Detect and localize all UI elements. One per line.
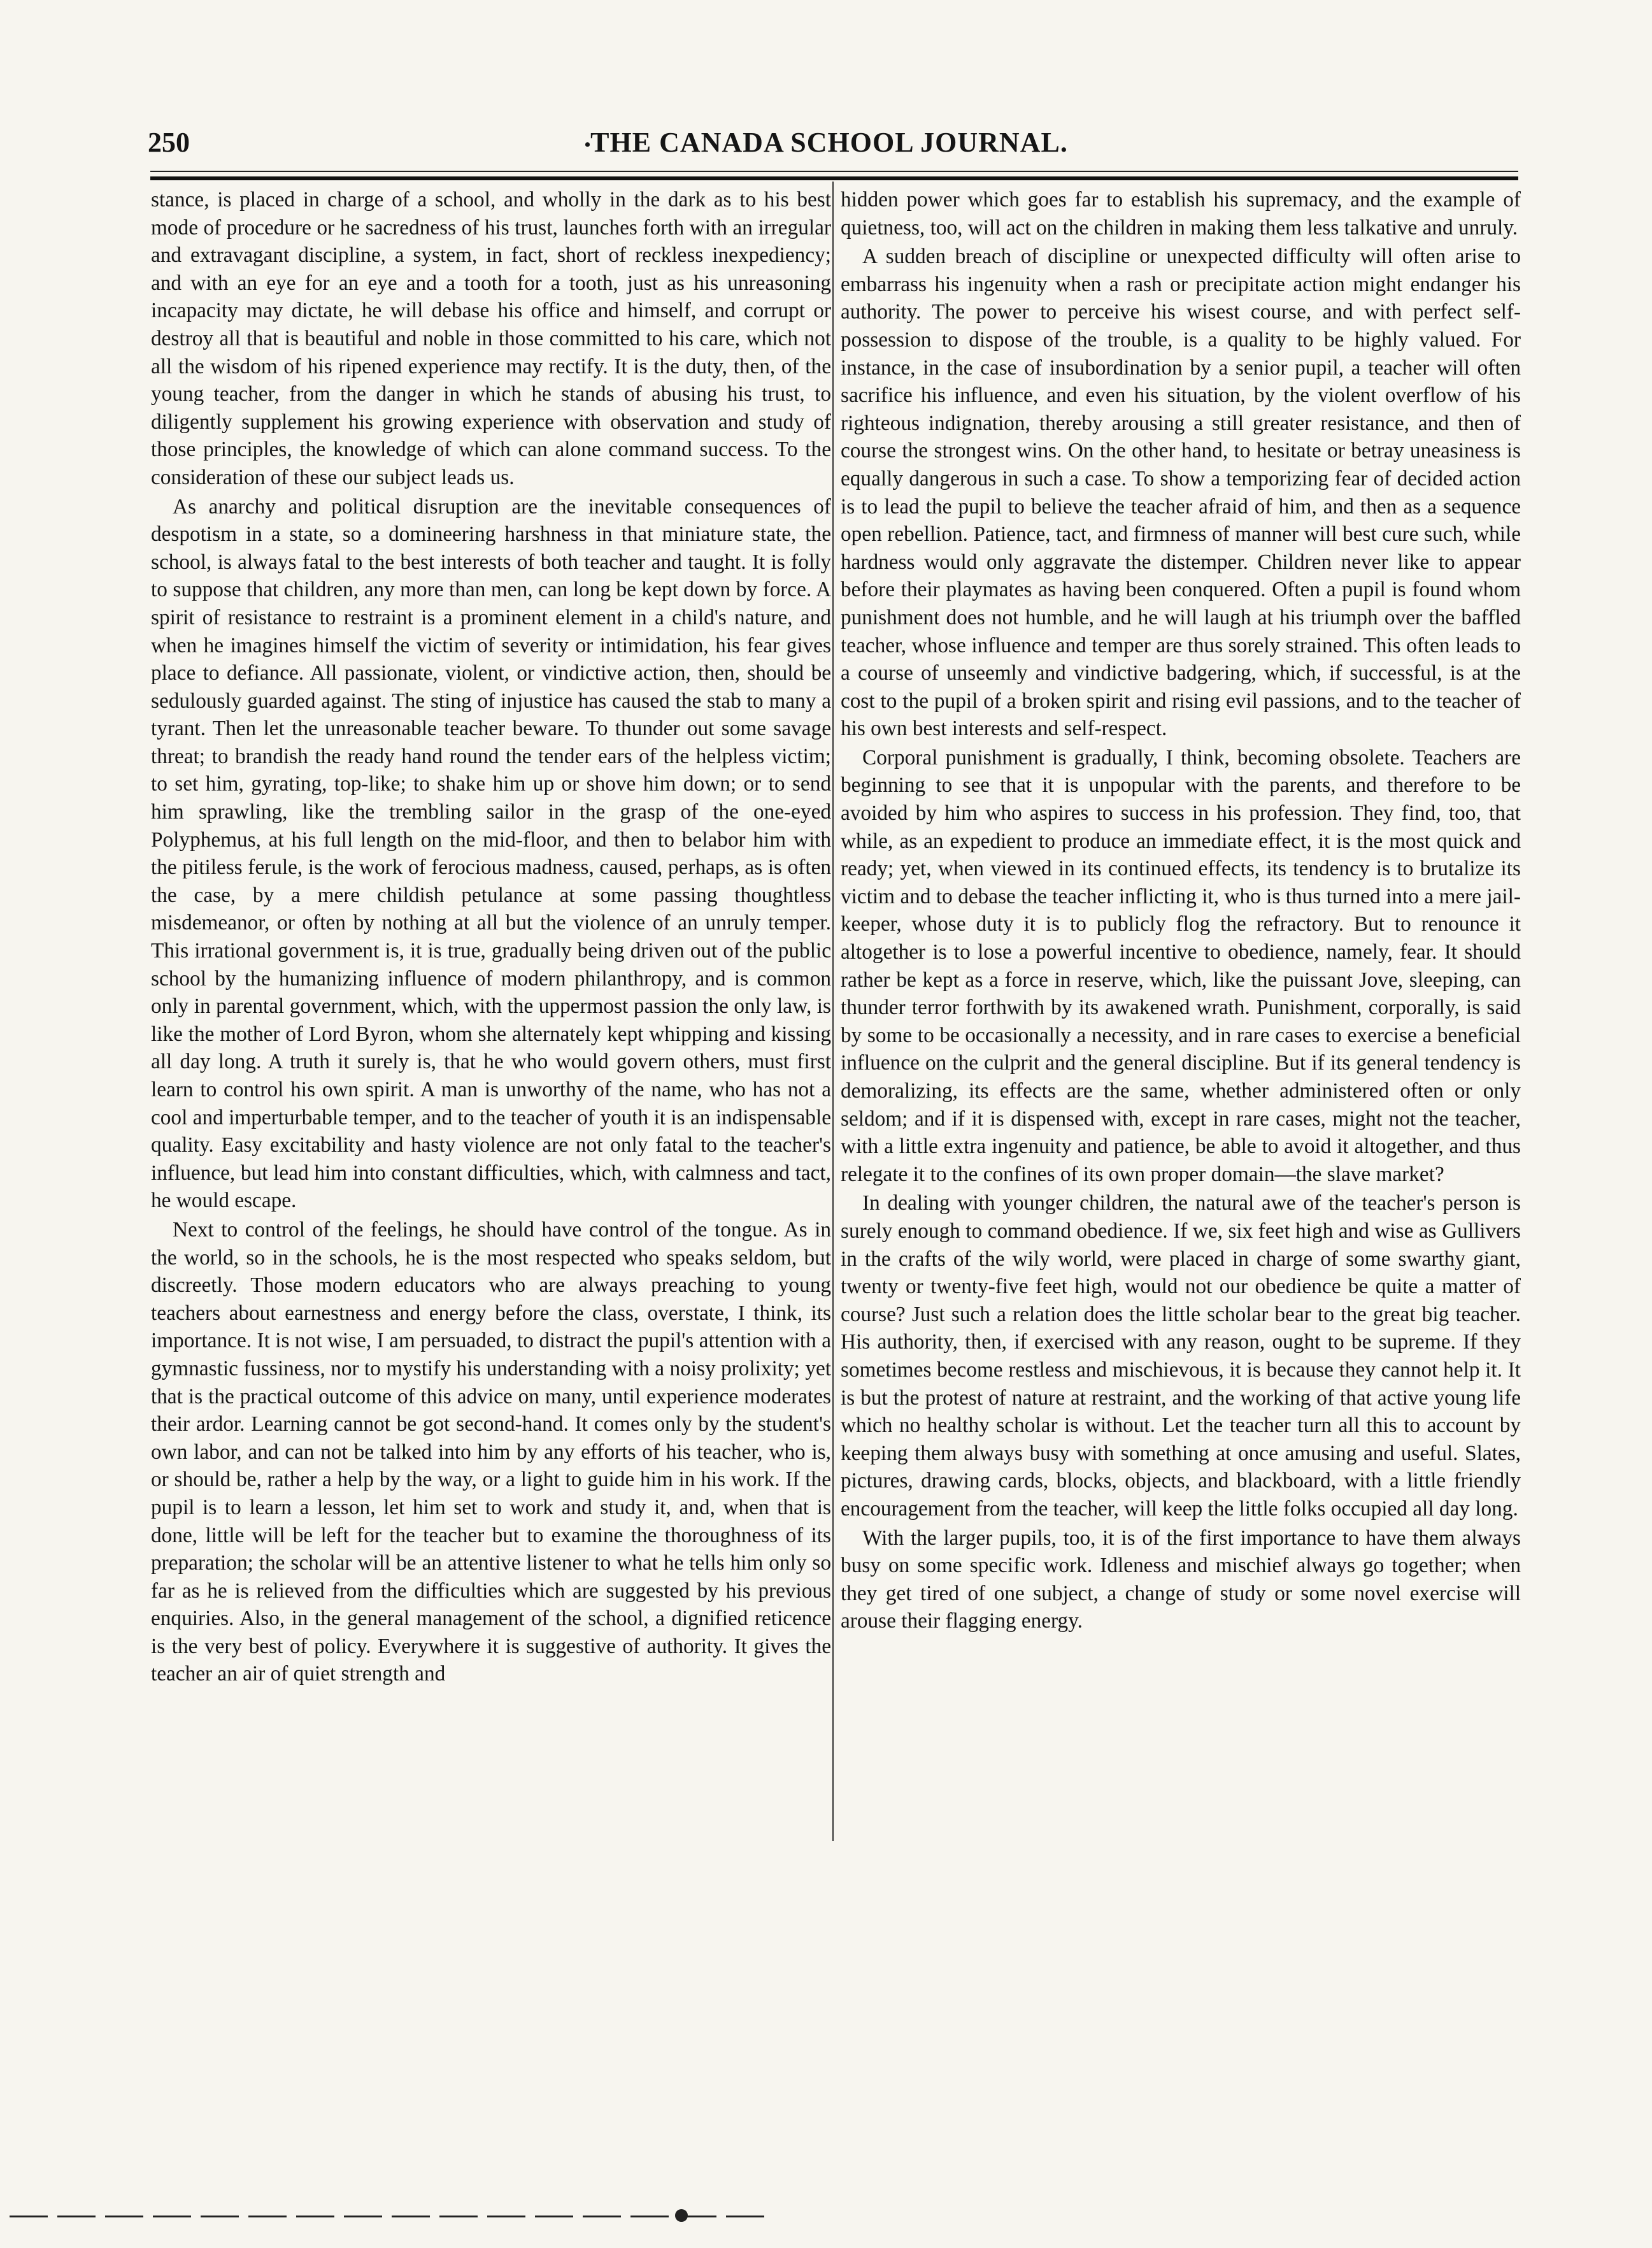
right-column: [841, 186, 1521, 1635]
header-rule-thick: [150, 176, 1518, 180]
page-header: [148, 121, 1511, 166]
header-dot: .: [584, 122, 591, 153]
paragraph: In dealing with younger children, the natural awe of the teacher's person is surely enough to command obedience. If we, six feet high and wise as Gullivers in the crafts of the wily world, were placed in charge of some swarthy giant, twenty or twenty-five feet high, would not our obedience be quite a matter of course? Just such a relation does the little scholar bear to the great big teacher. His authority, then, if exercised with any reason, ought to be supreme. If they sometimes become restless and mischievous, it is because they cannot help it. It is but the protest of nature at restraint, and the working of that active young life which no healthy scholar is without. Let the teacher turn all this to account by keeping them always busy with something at once amusing and useful. Slates, pictures, drawing cards, blocks, objects, and blackboard, with a little friendly encouragement from the teacher, will keep the little folks occupied all day long.: [841, 1191, 1521, 1521]
paragraph: Next to control of the feelings, he should have control of the tongue. As in the world, so in the schools, he is the most respected who speaks seldom, but discreetly. Those modern educators who are always preaching to young teachers about earnestness and energy before the class, overstate, I think, its importance. It is not wise, I am persuaded, to distract the pupil's attention with a gymnastic fussiness, nor to mystify his understanding with a noisy prolixity; yet that is the practical outcome of this advice on many, until experience moderates their ardor. Learning cannot be got second-hand. It comes only by the student's own labor, and can not be talked into him by any efforts of his teacher, who is, or should be, rather a help by the way, or a light to guide him in his work. If the pupil is to learn a lesson, let him set to work and study it, and, when that is done, little will be left for the teacher but to examine the thoroughness of its preparation; the scholar will be an attentive listener to what he tells him only so far as he is relieved from the difficulties which are suggested by his previous enquiries. Also, in the general management of the school, a dignified reticence is the very best of policy. Everywhere it is suggestive of authority. It gives the teacher an air of quiet strength and: [151, 1217, 831, 1686]
paragraph: With the larger pupils, too, it is of the first importance to have them always busy on some specific work. Idleness and mischief always go together; when they get tired of one subject, a change of study or some novel exercise will arouse their flagging energy.: [841, 1526, 1521, 1633]
left-column: [151, 186, 831, 1688]
paragraph: Corporal punishment is gradually, I think, becoming obsolete. Teachers are beginning to see that it is unpopular with the parents, and therefore to be avoided by him who aspires to success in his profession. They find, too, that while, as an expedient to produce an immediate effect, it is the most quick and ready; yet, when viewed in its continued effects, its tendency is to brutalize its victim and to debase the teacher inflicting it, who is thus turned into a mere jail-keeper, whose duty it is to publicly flog the refractory. But to renounce it altogether is to lose a powerful incentive to obedience, namely, fear. It should rather be kept as a force in reserve, which, like the puissant Jove, sleeping, can thunder terror forthwith by its awakened wrath. Punishment, corporally, is said by some to be occasionally a necessity, and in rare cases to exercise a beneficial influence on the culprit and the general discipline. But if its general tendency is demoralizing, its effects are the same, whether administered often or only seldom; and if it is dispensed with, except in rare cases, might not the teacher, with a little extra ingenuity and patience, be able to avoid it altogether, and thus relegate it to the confines of its own proper domain—the slave market?: [841, 745, 1521, 1186]
page-number: 250: [148, 127, 190, 158]
paragraph: A sudden breach of discipline or unexpected difficulty will often arise to embarrass his ingenuity when a rash or precipitate action might endanger his authority. The power to perceive his wisest course, and with perfect self-possession to dispose of the trouble, is a quality to be highly valued. For instance, in the case of insubordination by a senior pupil, a teacher will often sacrifice his influence, and even his situation, by the violent overflow of his righteous indignation, thereby arousing a still greater resistance, and then of course the strongest wins. On the other hand, to hesitate or betray uneasiness is equally dangerous in such a case. To show a temporizing fear of decided action is to lead the pupil to believe the teacher afraid of him, and then as a sequence open rebellion. Patience, tact, and firmness of manner will best cure such, while hardness would only aggravate the distemper. Children never like to appear before their playmates as having been conquered. Often a pupil is found whom punishment does not humble, and he will laugh at his triumph over the baffled teacher, whose influence and temper are thus sorely strained. This often leads to a course of unseemly and vindictive badgering, which, if successful, is at the cost to the pupil of a broken spirit and rising evil passions, and to the teacher of his own best interests and self-respect.: [841, 245, 1521, 741]
footer-rule: [10, 2216, 774, 2217]
footer-dot: [675, 2209, 688, 2222]
header-rule-thin: [150, 171, 1518, 172]
paragraph: stance, is placed in charge of a school, and wholly in the dark as to his best mode of procedure or he sacredness of his trust, launches forth with an irregular and extravagant discipline, a system, in fact, short of reckless inexpediency; and with an eye for an eye and a tooth for a tooth, just as his unreasoning incapacity may dictate, he will debase his office and himself, and corrupt or destroy all that is beautiful and noble in those committed to his care, which not all the wisdom of his ripened experience may rectify. It is the duty, then, of the young teacher, from the danger in which he stands of abusing his trust, to diligently supplement his growing experience with observation and study of those principles, the knowledge of which can alone command success. To the consideration of these our subject leads us.: [151, 188, 831, 489]
paragraph: As anarchy and political disruption are the inevitable consequences of despotism in a state, so a domineering harshness in that miniature state, the school, is always fatal to the best interests of both teacher and taught. It is folly to suppose that children, any more than men, can long be kept down by force. A spirit of resistance to restraint is a prominent element in a child's nature, and when he imagines himself the victim of severity or intimidation, his fear gives place to defiance. All passionate, violent, or vindictive action, then, should be sedulously guarded against. The sting of injustice has caused the stab to many a tyrant. Then let the unreasonable teacher beware. To thunder out some savage threat; to brandish the ready hand round the tender ears of the helpless victim; to set him, gyrating, top-like; to shake him up or shove him down; or to send him sprawling, like the trembling sailor in the grasp of the one-eyed Polyphemus, at his full length on the mid-floor, and then to belabor him with the pitiless ferule, is the work of ferocious madness, caused, perhaps, as is often the case, by a mere childish petulance at some passing thoughtless misdemeanor, or often by nothing at all but the violence of an unruly temper. This irrational government is, it is true, gradually being driven out of the public school by the humanizing influence of modern philanthropy, and is common only in parental government, which, with the uppermost passion the only law, is like the mother of Lord Byron, whom she alternately kept whipping and kissing all day long. A truth it surely is, that he who would govern others, must first learn to control his own spirit. A man is unworthy of the name, who has not a cool and imperturbable temper, and to the teacher of youth it is an indispensable quality. Easy excitability and hasty violence are not only fatal to the teacher's influence, but lead him into constant difficulties, which, with calmness and tact, he would escape.: [151, 494, 831, 1213]
column-divider: [832, 182, 834, 1841]
journal-title: THE CANADA SCHOOL JOURNAL.: [590, 127, 1068, 158]
paragraph: hidden power which goes far to establish his supremacy, and the example of quietness, too, will act on the children in making them less talkative and unruly.: [841, 188, 1521, 240]
